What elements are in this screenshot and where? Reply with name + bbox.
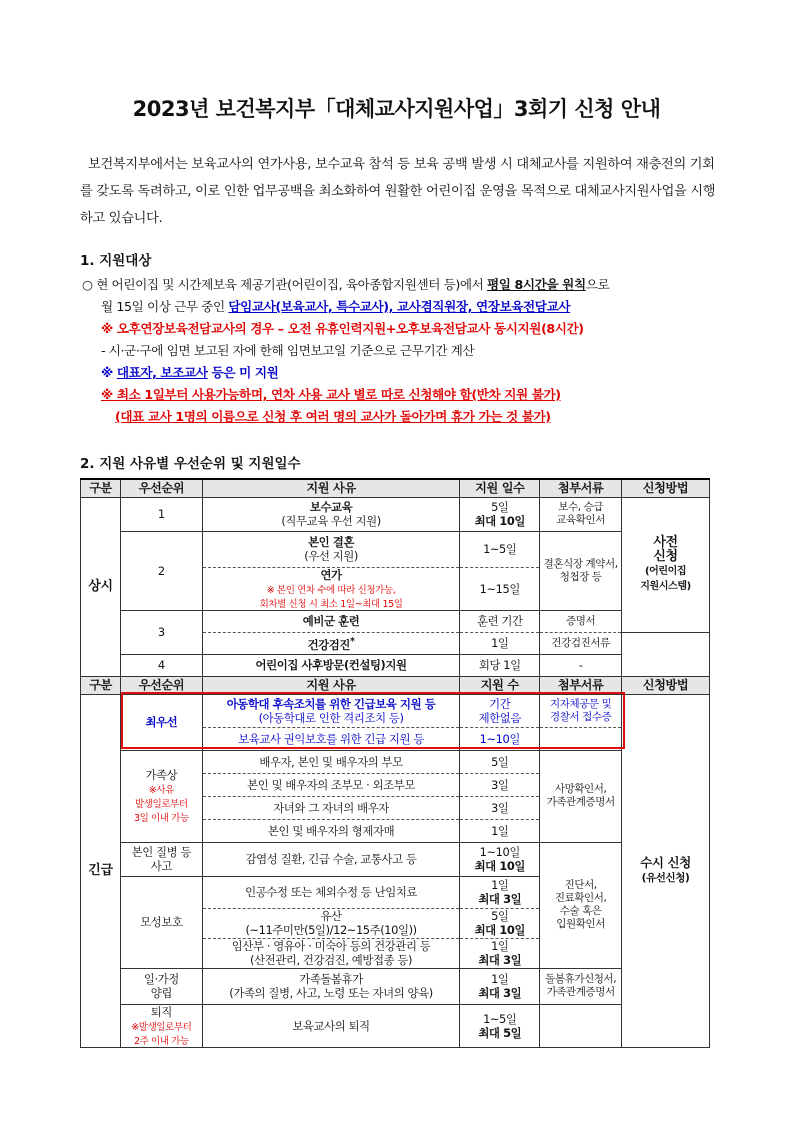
- target-line-1: ○ 현 어린이집 및 시간제보육 제공기관(어린이집, 육아종합지원센터 등)에서 평일 8시간을 원칙으로: [82, 277, 610, 292]
- section-2-heading: 2. 지원 사유별 우선순위 및 지원일수: [80, 456, 301, 472]
- table-row: 자녀와 그 자녀의 배우자 3일: [81, 796, 710, 819]
- intro-paragraph: 보건복지부에서는 보육교사의 연가사용, 보수교육 참석 등 보육 공백 발생 시 대체교사를 지원하여 재충전의 기회를 갖도록 독려하고, 이로 인한 업무공백을 최소화하여 원활한 어린이집 운영을 목적으로 대체교사지원사업을 시행하고 있습니다.: [80, 157, 716, 226]
- table-row: 긴급 최우선 아동학대 후속조치를 위한 긴급보육 지원 등 (아동학대로 인한 격리조치 등) 기간 제한없음 지자체공문 및 경찰서 접수증 수시 신청 (유선신청): [81, 694, 710, 727]
- target-line-3: ※ 오후연장보육전담교사의 경우 – 오전 유휴인력지원+오후보육전담교사 동시지원(8시간): [101, 321, 584, 336]
- target-line-2: 월 15일 이상 근무 중인 담임교사(보육교사, 특수교사), 교사겸직원장, 연장보육전담교사: [101, 299, 571, 314]
- table-header-row: 구분 우선순위 지원 사유 지원 수 첨부서류 신청방법: [81, 676, 710, 694]
- table-row: 유산 (~11주미만(5일)/12~15주(10일)) 5일 최대 10일: [81, 908, 710, 938]
- table-row: 퇴직 ※발생일로부터 2주 이내 가능 보육교사의 퇴직 1~5일 최대 5일: [81, 1004, 710, 1047]
- table-header-row: 구분 우선순위 지원 사유 지원 일수 첨부서류 신청방법: [81, 479, 710, 497]
- section-1-heading: 1. 지원대상: [80, 253, 152, 269]
- target-line-4: - 시·군·구에 임면 보고된 자에 한해 임면보고일 기준으로 근무기간 계산: [101, 343, 475, 358]
- table-row: 연가 ※ 본인 연차 수에 따라 신청가능, 회차별 신청 시 최소 1일~최대 15일 1~15일: [81, 567, 710, 610]
- table-row: 본인 및 배우자의 형제자매 1일: [81, 819, 710, 842]
- table-row: 3 예비군 훈련 훈련 기간 증명서: [81, 610, 710, 632]
- page-title: 2023년 보건복지부「대체교사지원사업」3회기 신청 안내: [132, 97, 661, 121]
- table-row: 일·가정 양립 가족돌봄휴가 (가족의 질병, 사고, 노령 또는 자녀의 양육) 1일 최대 3일 돌봄휴가신청서, 가족관계증명서: [81, 968, 710, 1004]
- support-table: [80, 478, 710, 1048]
- table-row: 모성보호 인공수정 또는 체외수정 등 난임치료 1일 최대 3일: [81, 876, 710, 908]
- target-line-6: ※ 최소 1일부터 사용가능하며, 연차 사용 교사 별로 따로 신청해야 함(반차 지원 불가): [101, 387, 561, 402]
- table-row: 본인 및 배우자의 조부모 · 외조부모 3일: [81, 773, 710, 796]
- table-row: 본인 질병 등 사고 감염성 질환, 긴급 수술, 교통사고 등 1~10일 최대 10일 진단서, 진료확인서, 수술 혹은 입원확인서: [81, 842, 710, 876]
- target-line-7: (대표 교사 1명의 이름으로 신청 후 여러 명의 교사가 돌아가며 휴가 가는 것 불가): [115, 409, 551, 424]
- table-row: 건강검진* 1일 건강검진서류: [81, 632, 710, 654]
- table-row: 임산부 · 영유아 · 미숙아 등의 건강관리 등 (산전관리, 건강검진, 예방접종 등) 1일 최대 3일: [81, 938, 710, 968]
- table-row: 보육교사 권익보호를 위한 긴급 지원 등 1~10일: [81, 727, 710, 750]
- table-row: 상시 1 보수교육 (직무교육 우선 지원) 5일 최대 10일 보수, 승급 교육확인서 사전 신청 (어린이집 지원시스템): [81, 497, 710, 531]
- table-row: 4 어린이집 사후방문(컨설팅)지원 회당 1일 -: [81, 654, 710, 676]
- table-row: 가족상 ※사유 발생일로부터 3일 이내 가능 배우자, 본인 및 배우자의 부모 5일 사망확인서, 가족관계증명서: [81, 750, 710, 773]
- table-row: 2 본인 결혼 (우선 지원) 1~5일 결혼식장 계약서, 청첩장 등: [81, 531, 710, 567]
- target-line-5: ※ 대표자, 보조교사 등은 미 지원: [101, 365, 279, 380]
